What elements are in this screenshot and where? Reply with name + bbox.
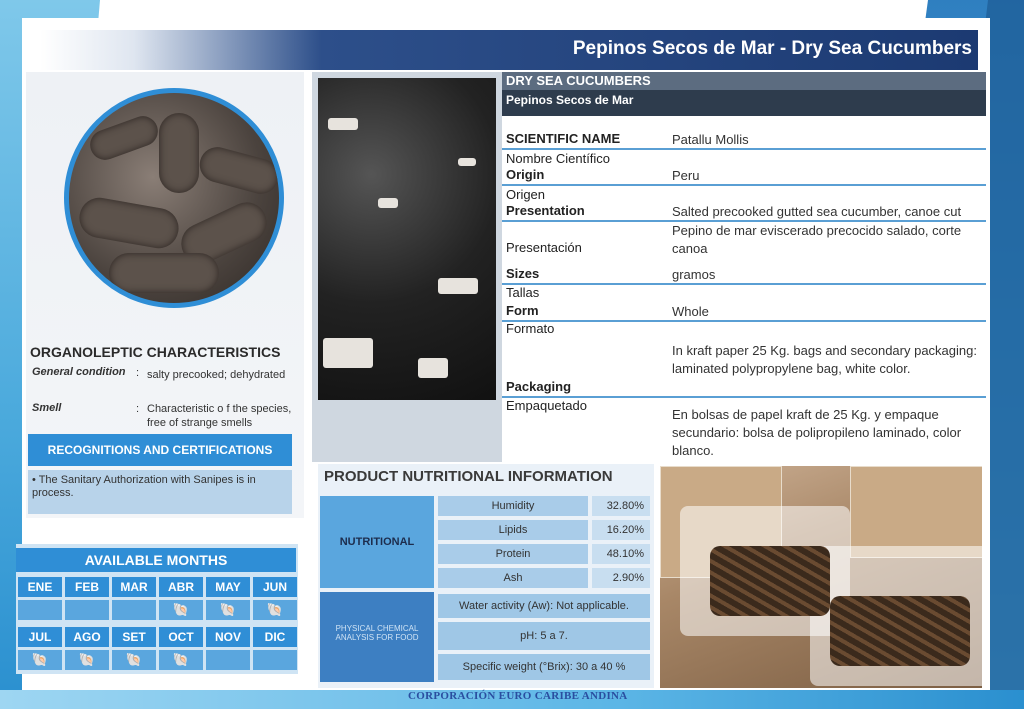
available-months-table <box>16 544 298 674</box>
nutrition-item-value: 16.20% <box>592 520 650 540</box>
spec-label-es: Presentación <box>506 240 582 255</box>
shell-icon: 🐚 <box>159 650 203 670</box>
spec-subheading: Pepinos Secos de Mar <box>502 90 986 116</box>
spec-value: gramos <box>672 267 716 282</box>
month-oct: OCT <box>159 627 203 647</box>
month-jul: JUL <box>18 627 62 647</box>
nutrition-group-label: NUTRITIONAL <box>320 496 434 588</box>
product-photo-circle <box>64 88 284 308</box>
smell-value: Characteristic o f the species, free of strange smells <box>147 403 292 429</box>
month-jun: JUN <box>253 577 297 597</box>
spec-label-es: Empaquetado <box>506 398 587 413</box>
spec-label-en: SCIENTIFIC NAME <box>506 131 621 146</box>
nutrition-item-value: 2.90% <box>592 568 650 588</box>
shell-icon: 🐚 <box>112 650 156 670</box>
general-condition-sep: : <box>136 367 140 379</box>
month-abr: ABR <box>159 577 203 597</box>
general-condition-value: salty precooked; dehydrated <box>147 369 286 381</box>
spec-label-en: Presentation <box>506 203 585 218</box>
spec-row-presentation <box>502 202 986 222</box>
month-ago: AGO <box>65 627 109 647</box>
product-photo <box>318 78 496 400</box>
nutrition-item-name: Humidity <box>438 496 588 516</box>
month-cell-empty <box>206 650 250 670</box>
month-nov: NOV <box>206 627 250 647</box>
month-mar: MAR <box>112 577 156 597</box>
title-banner <box>40 30 978 70</box>
month-cell-empty <box>253 650 297 670</box>
available-months-title: AVAILABLE MONTHS <box>16 548 296 572</box>
spec-table <box>502 72 986 462</box>
product-photo-panel <box>312 72 502 462</box>
organoleptic-title: ORGANOLEPTIC CHARACTERISTICS <box>30 344 281 360</box>
spec-label-en: Form <box>506 303 539 318</box>
smell-label: Smell <box>32 402 62 414</box>
physical-group-label: PHYSICAL CHEMICAL ANALYSIS FOR FOOD <box>320 592 434 682</box>
specific-weight: Specific weight (°Brix): 30 a 40 % <box>438 654 650 680</box>
spec-label-es: Formato <box>506 321 555 336</box>
month-cell-empty <box>112 600 156 620</box>
spec-row-origin <box>502 166 986 186</box>
nutrition-title: PRODUCT NUTRITIONAL INFORMATION <box>324 468 613 485</box>
spec-label-es: Origen <box>506 187 546 202</box>
nutrition-item-value: 32.80% <box>592 496 650 516</box>
general-condition-label: General condition <box>32 366 126 378</box>
spec-label-en: Sizes <box>506 266 540 281</box>
shell-icon: 🐚 <box>253 600 297 620</box>
month-may: MAY <box>206 577 250 597</box>
spec-heading: DRY SEA CUCUMBERS <box>502 72 986 90</box>
shell-icon: 🐚 <box>65 650 109 670</box>
nutrition-item-name: Ash <box>438 568 588 588</box>
spec-value-es: En bolsas de papel kraft de 25 Kg. y empaque secundario: bolsa de polipropileno laminado, color blanco. <box>672 407 962 458</box>
recognitions-text: • The Sanitary Authorization with Sanipes is in process. <box>28 470 292 514</box>
shell-icon: 🐚 <box>18 650 62 670</box>
spec-row-form <box>502 302 986 322</box>
month-cell-empty <box>18 600 62 620</box>
spec-value-es: Pepino de mar eviscerado precocido salado, corte canoa <box>672 223 962 256</box>
smell-sep: : <box>136 403 140 415</box>
spec-value: Salted precooked gutted sea cucumber, canoe cut <box>672 204 962 219</box>
month-feb: FEB <box>65 577 109 597</box>
page-title: Pepinos Secos de Mar - Dry Sea Cucumbers <box>572 38 972 59</box>
nutrition-item-name: Lipids <box>438 520 588 540</box>
ph-value: pH: 5 a 7. <box>438 622 650 650</box>
spec-label-es: Tallas <box>506 285 540 300</box>
spec-value: Patallu Mollis <box>672 132 749 147</box>
recognitions-title: RECOGNITIONS AND CERTIFICATIONS <box>28 434 292 466</box>
spec-row-scientific-name <box>502 130 986 150</box>
month-set: SET <box>112 627 156 647</box>
nutrition-panel <box>318 464 654 688</box>
month-ene: ENE <box>18 577 62 597</box>
spec-label-en: Packaging <box>506 379 572 394</box>
company-name: CORPORACIÓN EURO CARIBE ANDINA <box>408 690 628 702</box>
spec-label-en: Origin <box>506 167 545 182</box>
organoleptic-panel <box>26 72 304 518</box>
spec-value: In kraft paper 25 Kg. bags and secondary packaging: laminated polypropylene bag, white color. <box>672 343 977 376</box>
month-dic: DIC <box>253 627 297 647</box>
water-activity: Water activity (Aw): Not applicable. <box>438 594 650 618</box>
nutrition-item-value: 48.10% <box>592 544 650 564</box>
shell-icon: 🐚 <box>159 600 203 620</box>
month-cell-empty <box>65 600 109 620</box>
spec-value: Whole <box>672 304 709 319</box>
shell-icon: 🐚 <box>206 600 250 620</box>
spec-value: Peru <box>672 168 700 183</box>
spec-row-packaging <box>502 378 986 398</box>
spec-row-sizes <box>502 265 986 285</box>
nutrition-item-name: Protein <box>438 544 588 564</box>
spec-label-es: Nombre Científico <box>506 151 611 166</box>
packaging-photo <box>660 466 982 688</box>
